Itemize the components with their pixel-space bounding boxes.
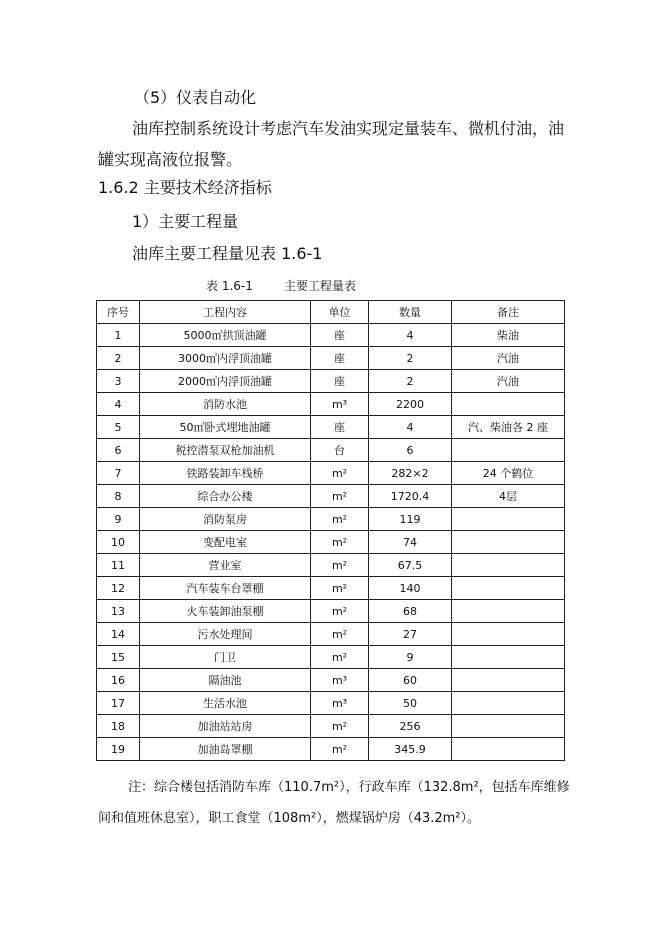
header-index: 序号	[97, 301, 140, 324]
cell-index: 19	[97, 738, 140, 761]
cell-quantity: 1720.4	[369, 485, 452, 508]
table-row	[97, 416, 565, 439]
cell-index: 15	[97, 646, 140, 669]
header-quantity: 数量	[369, 301, 452, 324]
cell-content: 3000㎥内浮顶油罐	[140, 347, 311, 370]
cell-quantity: 4	[369, 324, 452, 347]
cell-index: 3	[97, 370, 140, 393]
note-line1: 注：综合楼包括消防车库（110.7m²），行政车库（132.8m²，包括车库维修	[128, 780, 570, 795]
cell-index: 12	[97, 577, 140, 600]
cell-quantity: 119	[369, 508, 452, 531]
cell-unit: 座	[311, 347, 369, 370]
cell-quantity: 50	[369, 692, 452, 715]
table-row	[97, 692, 565, 715]
cell-content: 火车装卸油泵棚	[140, 600, 311, 623]
cell-index: 10	[97, 531, 140, 554]
table-row	[97, 485, 565, 508]
cell-index: 8	[97, 485, 140, 508]
cell-unit: m²	[311, 646, 369, 669]
cell-quantity: 74	[369, 531, 452, 554]
cell-remark	[452, 715, 565, 738]
cell-unit: m²	[311, 485, 369, 508]
table-row	[97, 462, 565, 485]
cell-content: 加油岛罩棚	[140, 738, 311, 761]
cell-unit: m²	[311, 462, 369, 485]
cell-unit: 座	[311, 370, 369, 393]
cell-content: 隔油池	[140, 669, 311, 692]
cell-unit: m³	[311, 692, 369, 715]
cell-content: 消防泵房	[140, 508, 311, 531]
cell-content: 门卫	[140, 646, 311, 669]
cell-content: 消防水池	[140, 393, 311, 416]
note-line2: 间和值班休息室），职工食堂（108m²），燃煤锅炉房（43.2m²）。	[98, 811, 481, 826]
cell-unit: m²	[311, 508, 369, 531]
cell-content: 税控潜泵双枪加油机	[140, 439, 311, 462]
cell-unit: m²	[311, 738, 369, 761]
table-row	[97, 738, 565, 761]
cell-remark	[452, 577, 565, 600]
cell-unit: m²	[311, 554, 369, 577]
table-row	[97, 531, 565, 554]
cell-remark	[452, 508, 565, 531]
cell-unit: m²	[311, 623, 369, 646]
table-caption-number: 表 1.6-1	[206, 279, 253, 293]
cell-remark	[452, 554, 565, 577]
cell-content: 5000㎥拱顶油罐	[140, 324, 311, 347]
cell-unit: 座	[311, 324, 369, 347]
cell-remark: 24 个鹤位	[452, 462, 565, 485]
section-heading: 1.6.2 主要技术经济指标	[98, 178, 272, 197]
cell-content: 50㎥卧式埋地油罐	[140, 416, 311, 439]
sub-heading: 1）主要工程量	[132, 212, 239, 231]
cell-remark	[452, 600, 565, 623]
table-caption-title: 主要工程量表	[284, 279, 357, 293]
table-row	[97, 715, 565, 738]
header-remark: 备注	[452, 301, 565, 324]
cell-quantity: 60	[369, 669, 452, 692]
cell-remark	[452, 393, 565, 416]
cell-index: 6	[97, 439, 140, 462]
cell-remark: 汽、柴油各 2 座	[452, 416, 565, 439]
cell-index: 18	[97, 715, 140, 738]
cell-quantity: 2200	[369, 393, 452, 416]
cell-index: 2	[97, 347, 140, 370]
cell-index: 13	[97, 600, 140, 623]
cell-unit: m³	[311, 393, 369, 416]
cell-quantity: 6	[369, 439, 452, 462]
cell-index: 1	[97, 324, 140, 347]
cell-remark	[452, 692, 565, 715]
cell-index: 16	[97, 669, 140, 692]
cell-index: 4	[97, 393, 140, 416]
cell-content: 加油站站房	[140, 715, 311, 738]
table-row	[97, 669, 565, 692]
cell-remark: 汽油	[452, 370, 565, 393]
header-content: 工程内容	[140, 301, 311, 324]
cell-index: 7	[97, 462, 140, 485]
cell-quantity: 4	[369, 416, 452, 439]
item5-text-line2: 罐实现高液位报警。	[98, 150, 243, 169]
table-row	[97, 439, 565, 462]
cell-remark	[452, 439, 565, 462]
cell-remark	[452, 623, 565, 646]
cell-content: 综合办公楼	[140, 485, 311, 508]
cell-unit: m²	[311, 531, 369, 554]
cell-unit: m²	[311, 577, 369, 600]
cell-quantity: 2	[369, 370, 452, 393]
cell-index: 17	[97, 692, 140, 715]
cell-unit: m²	[311, 600, 369, 623]
cell-remark	[452, 738, 565, 761]
cell-quantity: 345.9	[369, 738, 452, 761]
cell-quantity: 256	[369, 715, 452, 738]
cell-content: 生活水池	[140, 692, 311, 715]
cell-index: 11	[97, 554, 140, 577]
table-row	[97, 393, 565, 416]
cell-unit: 台	[311, 439, 369, 462]
table-row	[97, 600, 565, 623]
table-row	[97, 324, 565, 347]
cell-content: 汽车装车台罩棚	[140, 577, 311, 600]
table-header-row	[97, 301, 565, 324]
cell-unit: m²	[311, 715, 369, 738]
item5-heading: （5）仪表自动化	[134, 88, 257, 107]
cell-index: 5	[97, 416, 140, 439]
table-intro: 油库主要工程量见表 1.6-1	[132, 244, 323, 263]
cell-quantity: 2	[369, 347, 452, 370]
cell-remark: 4层	[452, 485, 565, 508]
cell-remark	[452, 669, 565, 692]
cell-remark	[452, 646, 565, 669]
item5-text-line1: 油库控制系统设计考虑汽车发油实现定量装车、微机付油，油	[132, 119, 565, 138]
cell-content: 营业室	[140, 554, 311, 577]
cell-content: 2000㎥内浮顶油罐	[140, 370, 311, 393]
table-row	[97, 577, 565, 600]
quantity-table	[96, 300, 565, 761]
table-row	[97, 554, 565, 577]
cell-quantity: 68	[369, 600, 452, 623]
cell-quantity: 67.5	[369, 554, 452, 577]
table-row	[97, 623, 565, 646]
cell-quantity: 282×2	[369, 462, 452, 485]
table-row	[97, 646, 565, 669]
cell-remark: 柴油	[452, 324, 565, 347]
cell-content: 铁路装卸车栈桥	[140, 462, 311, 485]
cell-unit: 座	[311, 416, 369, 439]
cell-index: 14	[97, 623, 140, 646]
cell-content: 变配电室	[140, 531, 311, 554]
cell-content: 污水处理间	[140, 623, 311, 646]
cell-quantity: 9	[369, 646, 452, 669]
header-unit: 单位	[311, 301, 369, 324]
table-body	[97, 324, 565, 761]
table-row	[97, 347, 565, 370]
cell-quantity: 140	[369, 577, 452, 600]
cell-quantity: 27	[369, 623, 452, 646]
cell-remark	[452, 531, 565, 554]
cell-unit: m³	[311, 669, 369, 692]
cell-index: 9	[97, 508, 140, 531]
table-row	[97, 370, 565, 393]
cell-remark: 汽油	[452, 347, 565, 370]
table-row	[97, 508, 565, 531]
